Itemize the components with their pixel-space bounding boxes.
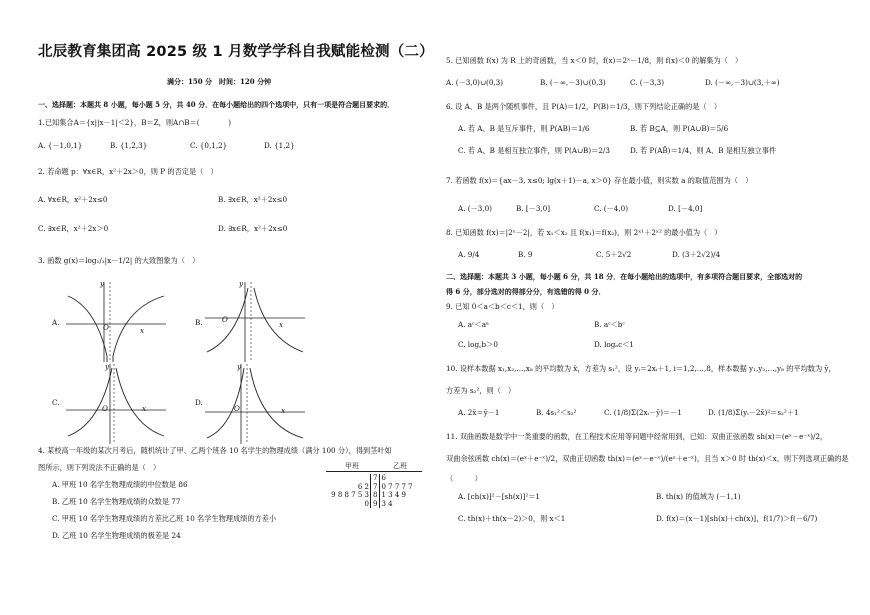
- page-title: 北辰教育集团高 2025 级 1 月数学学科自我赋能检测（二）: [38, 44, 434, 60]
- stem-leaf-row: 7 6: [318, 474, 414, 483]
- q9-option-a: A. aᶜ＜aᵃ: [458, 320, 489, 329]
- stem-leaf-head-left: 甲班: [345, 462, 359, 470]
- q8-option-b: B. 9: [518, 250, 533, 259]
- q3-origin-c: O: [102, 404, 108, 413]
- q7-option-a: A. (－3,0): [458, 204, 492, 213]
- q10-option-a: A. 2x̄＝ȳ－1: [458, 408, 500, 417]
- stem-leaf-row: 6 2 7 0 7 7 7 7: [357, 482, 413, 491]
- q11-stem-line2: 双曲余弦函数 ch(x)＝(eˣ＋e⁻ˣ)/2，双曲正切函数 th(x)＝(eˣ－e⁻ˣ)/(eˣ＋e⁻ˣ)，且当 x＞0 时 th(x)＜x，则下列选项正确的是: [446, 454, 849, 463]
- q6-option-c: C. 若 A、B 是相互独立事件，则 P(A∪B)＝2/3: [458, 146, 610, 155]
- stem-leaf-row: 0 9 3 4: [364, 499, 393, 508]
- q5-option-a: A. (－3,0)∪(0,3): [446, 78, 504, 87]
- section-2-heading-line2: 得 6 分，部分选对的得部分分，有选错的得 0 分．: [446, 287, 606, 296]
- q6-option-a: A. 若 A、B 是互斥事件，则 P(AB)＝1/6: [458, 124, 590, 133]
- q3-y-b: y: [239, 279, 244, 288]
- stem-leaf-row: 9 8 8 7 5 3 8 1 3 4 9: [331, 491, 406, 499]
- q7-option-b: B. [－3,0]: [516, 204, 551, 213]
- q2-option-d: D. ∃x∈R，x²＋2x≤0: [218, 224, 288, 233]
- exam-meta: 满分：150 分 时间：120 分钟: [167, 77, 272, 86]
- q10-stem-line2: 方差为 s₂²，则（ ）: [446, 386, 516, 395]
- q1-option-c: C. {0,1,2}: [190, 141, 228, 150]
- q3-y-a: y: [100, 279, 105, 288]
- q3-label-b: B.: [195, 318, 203, 327]
- q4-stem-line1: 4. 某校高一年级的某次月考后，随机统计了甲、乙两个班各 10 名学生的物理成绩（满分 100 分），得到茎叶如: [38, 446, 392, 455]
- q1-option-d: D. {1,2}: [264, 141, 295, 150]
- q6-option-d: D. 若 P(AB̄)＝1/4，则 A、B 是相互独立事件: [630, 146, 777, 155]
- stem-leaf-table: [318, 474, 414, 508]
- q10-option-b: B. 4s₁²＜s₂²: [536, 408, 577, 417]
- q3-label-c: C.: [52, 398, 60, 407]
- q10-option-d: D. (1/8)Σ(yᵢ－2x̄)²＝s₂²＋1: [708, 408, 799, 417]
- q9-option-c: C. log꜀b＞0: [458, 340, 498, 349]
- q9-stem: 9. 已知 0＜a＜b＜c＜1，则（ ）: [446, 302, 559, 311]
- q7-option-c: C. (－4,0): [594, 204, 629, 213]
- q11-option-b: B. th(x) 的值域为 (－1,1): [656, 492, 741, 501]
- q4-option-d: D. 乙班 10 名学生物理成绩的极差是 24: [52, 531, 181, 540]
- q7-option-d: D. [－4,0]: [668, 204, 703, 213]
- q5-option-c: C. (－3,3): [630, 78, 665, 87]
- q3-graph-b: [205, 282, 305, 362]
- q2-option-b: B. ∃x∈R，x²＋2x≤0: [218, 195, 288, 204]
- q9-option-b: B. aᶜ＜bᶜ: [594, 320, 625, 329]
- q11-option-a: A. [ch(x)]²－[sh(x)]²＝1: [458, 492, 540, 501]
- q2-option-a: A. ∀x∈R，x²＋2x≤0: [38, 195, 108, 204]
- q3-origin-a: O: [103, 323, 109, 332]
- q3-y-c: y: [105, 362, 110, 371]
- stem-leaf-head-right: 乙班: [393, 462, 407, 470]
- q10-option-c: C. (1/8)Σ(2xᵢ－ȳ)＝－1: [604, 408, 682, 417]
- q8-stem: 8. 已知函数 f(x)＝|2ˣ－2|，若 x₁＜x₂ 且 f(x₁)＝f(x₂)，则 2ˣ¹＋2ˣ² 的最小值为（ ）: [446, 228, 722, 237]
- q9-option-d: D. logₐc＜1: [594, 340, 634, 349]
- q4-stem-line2: 图所示，则下列说法不正确的是（ ）: [38, 463, 161, 472]
- section-2-heading-line1: 二、选择题：本题共 3 小题，每小题 6 分，共 18 分．在每小题给出的选项中，有多项符合题目要求，全部选对的: [446, 272, 803, 281]
- q11-option-d: D. f(x)＝(x－1)[sh(x)＋ch(x)]，f(1/7)＞f(－6/7): [656, 514, 818, 523]
- q3-stem: 3. 函数 g(x)＝log₁/₃|x－1/2| 的大致图象为（ ）: [38, 256, 200, 265]
- q8-option-d: D. (3＋2√2)/4: [672, 250, 721, 259]
- q3-graph-d: [205, 364, 305, 444]
- q6-option-b: B. 若 B⊆A，则 P(A∪B)＝5/6: [630, 124, 729, 133]
- stem-leaf-rule: [326, 471, 422, 472]
- q11-option-c: C. th(x)＋th(x－2)＞0，则 x＜1: [458, 514, 566, 523]
- q7-stem: 7. 若函数 f(x)＝{ax－3, x≤0; lg(x＋1)－a, x＞0} 存在最小值，则实数 a 的取值范围为（ ）: [446, 176, 753, 185]
- q10-stem-line1: 10. 设样本数据 x₁,x₂,…,x₈ 的平均数为 x̄，方差为 s₁²，设 yᵢ＝2xᵢ＋1, i＝1,2,…,8，样本数据 y₁,y₂,…,y₈ 的平均数为 ȳ，: [446, 364, 836, 373]
- q6-stem: 6. 设 A、B 是两个随机事件，且 P(A)＝1/2，P(B)＝1/3，则下列结论正确的是（ ）: [446, 102, 722, 111]
- q11-stem-line1: 11. 双曲函数是数学中一类重要的函数，在工程技术应用等问题中经常用到，已知：双曲正弦函数 sh(x)＝(eˣ－e⁻ˣ)/2，: [446, 432, 828, 441]
- q11-stem-line3: （ ）: [446, 474, 482, 483]
- q1-stem: 1.已知集合A＝{x||x－1|＜2}，B＝Z，则A∩B＝( ): [38, 118, 232, 127]
- q3-origin-b: O: [222, 315, 228, 324]
- section-1-heading: 一、选择题：本题共 8 小题，每小题 5 分，共 40 分．在每小题给出的四个选项中，只有一项是符合题目要求的．: [38, 100, 395, 109]
- q8-option-a: A. 9/4: [458, 250, 480, 259]
- q3-x-b: x: [279, 320, 284, 329]
- q3-x-d: x: [281, 406, 286, 415]
- q1-option-a: A. {－1,0,1}: [38, 141, 83, 150]
- q5-stem: 5. 已知函数 f(x) 为 R 上的奇函数，当 x＜0 时，f(x)＝2ˣ－1/8，则 f(x)＜0 的解集为（ ）: [446, 56, 743, 65]
- q3-graph-c: [66, 364, 166, 444]
- q5-option-b: B. (－∞,－3)∪(0,3): [540, 78, 606, 87]
- q4-option-b: B. 乙班 10 名学生物理成绩的众数是 77: [52, 497, 181, 506]
- q1-option-b: B. {1,2,3}: [110, 141, 148, 150]
- q3-label-d: D.: [195, 398, 203, 407]
- q3-x-a: x: [140, 326, 145, 335]
- q3-label-a: A.: [52, 318, 60, 327]
- q3-x-c: x: [142, 404, 147, 413]
- q5-option-d: D. (－∞,－3)∪(3,＋∞): [705, 78, 780, 87]
- q2-stem: 2. 若命题 p：∀x∈R，x²＋2x＞0，则 P 的否定是（ ）: [38, 167, 218, 176]
- q3-graph-a: [66, 282, 166, 362]
- q2-option-c: C. ∃x∈R，x²＋2x＞0: [38, 224, 109, 233]
- q4-option-c: C. 甲班 10 名学生物理成绩的方差比乙班 10 名学生物理成绩的方差小: [52, 514, 277, 523]
- q4-option-a: A. 甲班 10 名学生物理成绩的中位数是 86: [52, 480, 188, 489]
- q3-y-d: y: [237, 362, 242, 371]
- q8-option-c: C. 5＋2√2: [596, 250, 632, 259]
- q3-origin-d: O: [234, 404, 240, 413]
